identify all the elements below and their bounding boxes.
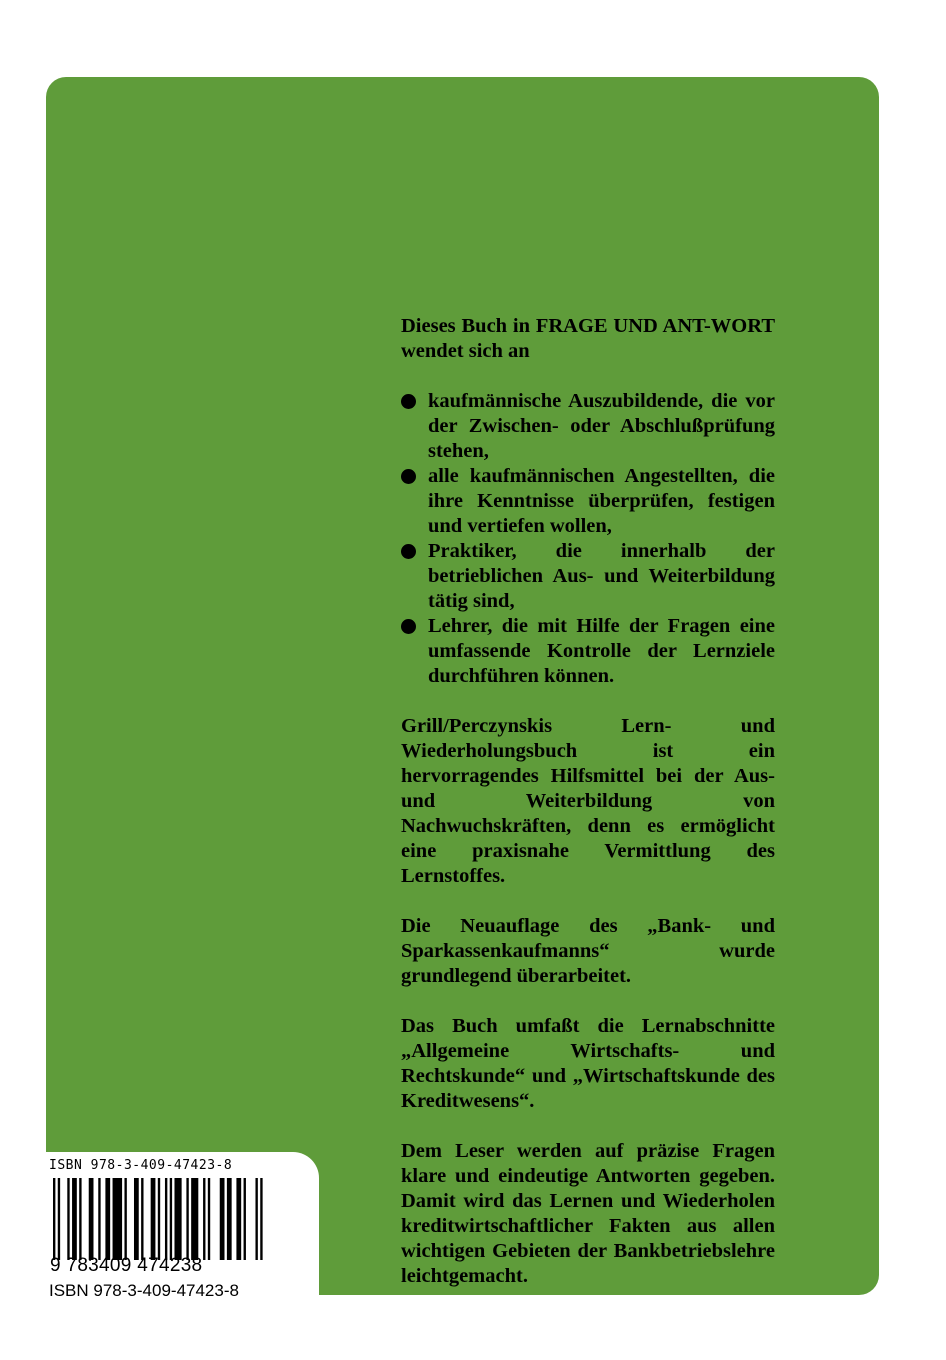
barcode-bar	[260, 1178, 262, 1260]
barcode-bar	[113, 1178, 123, 1260]
barcode-bar	[67, 1178, 69, 1260]
barcode-bar	[186, 1178, 188, 1260]
isbn-top-label: ISBN 978-3-409-47423-8	[49, 1158, 233, 1173]
audience-list	[401, 389, 775, 689]
barcode-bar	[203, 1178, 205, 1260]
back-cover-text	[401, 314, 775, 1314]
barcode-bar	[158, 1178, 160, 1260]
barcode-bar	[227, 1178, 232, 1260]
barcode-bar	[79, 1178, 81, 1260]
barcode-bar	[191, 1178, 198, 1260]
barcode-digits: 9 783409 474238	[50, 1255, 203, 1276]
barcode-bar	[141, 1178, 143, 1260]
barcode-image	[53, 1178, 265, 1260]
barcode-bar	[170, 1178, 172, 1260]
barcode-bar	[174, 1178, 181, 1260]
contents-paragraph: Das Buch umfaßt die Lernabschnitte „Allgemeine Wirtschafts- und Rechtskunde“ und „Wirtschaftskunde des Kreditwesens“.	[401, 1015, 775, 1112]
new-edition-paragraph: Die Neuauflage des „Bank- und Sparkassenkaufmanns“ wurde grundlegend überarbeitet.	[401, 915, 775, 987]
barcode-bar	[124, 1178, 126, 1260]
barcode-bar	[208, 1178, 210, 1260]
bullet-dot-icon	[401, 394, 416, 409]
barcode-bar	[244, 1178, 246, 1260]
list-item: Lehrer, die mit Hilfe der Fragen eine umfassende Kontrolle der Lernziele durchführen können.	[401, 614, 775, 689]
barcode-bar	[165, 1178, 167, 1260]
isbn-bottom-label: ISBN 978-3-409-47423-8	[49, 1281, 239, 1300]
bullet-dot-icon	[401, 469, 416, 484]
barcode-bar	[220, 1178, 225, 1260]
bullet-dot-icon	[401, 544, 416, 559]
list-item: alle kaufmännischen Angestellten, die ihre Kenntnisse überprüfen, festigen und vertiefen wollen,	[401, 464, 775, 539]
list-item: kaufmännische Auszubildende, die vor der Zwischen- oder Abschlußprüfung stehen,	[401, 389, 775, 464]
list-item: Praktiker, die innerhalb der betrieblichen Aus- und Weiterbildung tätig sind,	[401, 539, 775, 614]
barcode-bar	[98, 1178, 100, 1260]
barcode-bar	[151, 1178, 156, 1260]
barcode-bar	[236, 1178, 241, 1260]
barcode-bar	[105, 1178, 110, 1260]
barcode-bar	[53, 1178, 55, 1260]
barcode-bar	[255, 1178, 257, 1260]
barcode-bar	[89, 1178, 94, 1260]
barcode-bar	[72, 1178, 77, 1260]
description-paragraph: Grill/Perczynskis Lern- und Wiederholungsbuch ist ein hervorragendes Hilfsmittel bei der Aus- und Weiterbildung von Nachwuchskräften, denn es ermöglicht eine praxisnahe Vermittlung des Lernstoffes.	[401, 715, 775, 887]
intro-text: Dieses Buch in FRAGE UND ANT-WORT wendet sich an	[401, 315, 775, 362]
bullet-dot-icon	[401, 619, 416, 634]
reader-paragraph: Dem Leser werden auf präzise Fragen klare und eindeutige Antworten gegeben. Damit wird das Lernen und Wiederholen kreditwirtschaftlicher Fakten aus allen wichtigen Gebieten der Bankbetriebslehre leichtgemacht.	[401, 1140, 775, 1287]
barcode-bar	[58, 1178, 60, 1260]
barcode-bar	[134, 1178, 139, 1260]
